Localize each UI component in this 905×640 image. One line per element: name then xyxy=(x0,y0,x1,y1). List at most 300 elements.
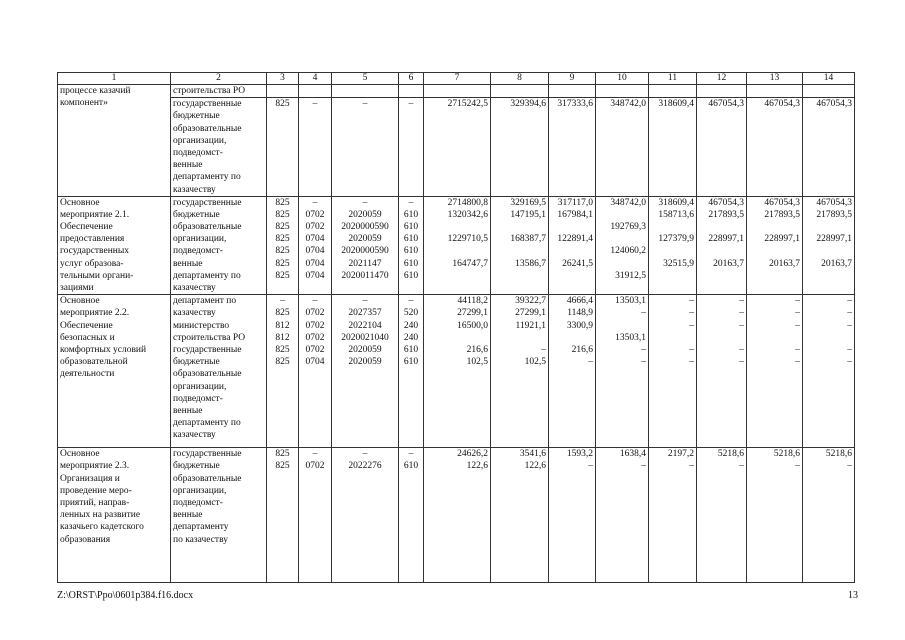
value-column-c14-line: 20163,7 xyxy=(821,258,852,269)
value-column-c10 xyxy=(596,448,649,583)
value-column-c8-line: 11921,1 xyxy=(515,320,546,331)
value-column-c7-line: 216,6 xyxy=(466,344,488,355)
executor-name-line: организации, xyxy=(173,381,227,392)
measure-name xyxy=(58,448,171,583)
executor-name-line: государственные xyxy=(173,344,242,355)
column-number-10: 10 xyxy=(596,73,649,85)
value-column-c11 xyxy=(649,448,697,583)
column-number-7: 7 xyxy=(424,73,491,85)
value-column-c11-line xyxy=(651,332,694,344)
value-column-c7-line: 27299,1 xyxy=(457,308,488,319)
value-column-c8-line xyxy=(493,221,546,233)
value-column-c8-line: – xyxy=(541,344,546,355)
measure-name-line: Обеспечение xyxy=(60,222,113,233)
empty-cell xyxy=(424,85,491,98)
value-column-c14 xyxy=(803,295,855,448)
empty-cell xyxy=(332,85,399,98)
value-column-c13-line: 217893,5 xyxy=(764,209,800,220)
value-column-c10 xyxy=(596,295,649,448)
code-column-c5-line: 2020000590 xyxy=(341,222,389,233)
value-cell: 467054,3 xyxy=(747,98,803,197)
code-column-c6-line: 610 xyxy=(403,234,419,245)
value-column-c9-line xyxy=(551,221,593,233)
value-column-c10-line xyxy=(598,233,646,245)
executor-name-line: венные xyxy=(173,405,203,416)
executor-name-line: казачеству xyxy=(173,430,216,441)
code-column-c3-line: 812 xyxy=(275,320,290,331)
executor-name-line: бюджетные xyxy=(173,461,220,472)
header-row xyxy=(58,73,855,85)
value-column-c10-line xyxy=(598,209,646,221)
executor-name-line: подведомст- xyxy=(173,246,223,257)
executor-name-line: департаменту xyxy=(173,522,229,533)
value-column-c11 xyxy=(649,196,697,295)
measure-name-line: комфортных условий xyxy=(60,344,147,355)
value-column-c7-line: 164747,7 xyxy=(452,258,488,269)
code-column-c3-line: 825 xyxy=(275,258,290,269)
value-column-c11-line xyxy=(651,245,694,257)
value-column-c13 xyxy=(747,196,803,295)
measure-name-line: образовательной xyxy=(60,357,128,368)
value-column-c13 xyxy=(747,295,803,448)
value-column-c12-line: – xyxy=(739,344,744,355)
value-cell: 467054,3 xyxy=(697,98,747,197)
code-column-c6-line: 610 xyxy=(403,270,419,281)
executor-name-line: государственные xyxy=(173,449,242,460)
column-number-1: 1 xyxy=(58,73,171,85)
value-column-c13-line: – xyxy=(795,344,800,355)
value-column-c14 xyxy=(803,196,855,295)
measure-name-line: государственных xyxy=(60,246,130,257)
measure-name-line: проведение меро- xyxy=(60,485,132,496)
value-column-c11-line: 158713,6 xyxy=(658,209,694,220)
measure-name-line: зациями xyxy=(60,283,94,293)
executor-name-line: департаменту по xyxy=(173,418,241,429)
value-column-c9-line: 1593,2 xyxy=(566,449,593,460)
executor-name xyxy=(171,448,267,583)
value-column-c10-line: 124060,2 xyxy=(610,246,646,257)
column-number-8: 8 xyxy=(491,73,549,85)
value-column-c11-line: – xyxy=(689,344,694,355)
measure-name xyxy=(58,85,171,197)
code-column-c3-line: 825 xyxy=(275,344,290,355)
code-column-c4-line: 0704 xyxy=(305,357,325,368)
executor-name-line: бюджетные xyxy=(173,209,220,220)
code-column-c6-line: 610 xyxy=(403,258,419,269)
value-column-c11-line: 2197,2 xyxy=(667,449,694,460)
measure-name-line: деятельности xyxy=(60,369,115,380)
executor-name-line: казачеству xyxy=(173,283,216,293)
measure-name-line: Основное xyxy=(60,449,100,460)
value-column-c12-line: 5218,6 xyxy=(717,449,744,460)
value-column-c14-line xyxy=(805,221,852,233)
code-column-c5-line: 2020059 xyxy=(348,234,382,245)
executor-name-line: бюджетные xyxy=(173,111,220,122)
value-column-c10 xyxy=(596,196,649,295)
value-column-c10-line: – xyxy=(641,308,646,319)
executor-name-line: организации, xyxy=(173,234,227,245)
value-column-c11-line: 32515,9 xyxy=(663,258,694,269)
executor-name-line: казачеству xyxy=(173,184,216,195)
value-column-c14-line: 5218,6 xyxy=(825,449,852,460)
code-column-c5 xyxy=(332,196,399,295)
value-column-c9-line: 122891,4 xyxy=(557,234,593,245)
value-column-c10-line: 1638,4 xyxy=(619,449,646,460)
table-row xyxy=(58,85,855,98)
measure-name-line: Организация и xyxy=(60,473,120,484)
code-column-c3-line: – xyxy=(280,296,285,307)
column-number-6: 6 xyxy=(399,73,424,85)
code-column-c6 xyxy=(399,295,424,448)
empty-cell xyxy=(747,85,803,98)
code-column-c6-line: – xyxy=(408,296,414,307)
code-column-c3-line: 825 xyxy=(275,449,290,460)
value-column-c12-line: – xyxy=(739,461,744,472)
code-column-c3-line: 825 xyxy=(275,222,290,233)
value-cell: 2715242,5 xyxy=(424,98,491,197)
value-column-c8 xyxy=(491,448,549,583)
value-column-c9-line: 26241,5 xyxy=(562,258,593,269)
empty-cell xyxy=(267,85,299,98)
executor-name-line: венные xyxy=(173,160,203,171)
empty-cell xyxy=(549,85,596,98)
value-column-c13-line: – xyxy=(795,296,800,307)
value-column-c11-line: – xyxy=(689,320,694,331)
value-column-c8-line: 102,5 xyxy=(524,357,546,368)
measure-name-line: компонент» xyxy=(60,98,108,109)
value-column-c14-line xyxy=(805,270,852,282)
code-column-c3-line: 825 xyxy=(275,308,290,319)
value-column-c11-line: – xyxy=(689,308,694,319)
measure-name-line: ленных на развитие xyxy=(60,510,141,521)
value-column-c9-line: 4666,4 xyxy=(566,296,593,307)
value-column-c10-line: 13503,1 xyxy=(615,296,646,307)
value-column-c7 xyxy=(424,448,491,583)
value-column-c9 xyxy=(549,295,596,448)
code-column-c6 xyxy=(399,196,424,295)
code-column-c3-line: 825 xyxy=(275,270,290,281)
value-column-c10-line: – xyxy=(641,344,646,355)
value-column-c11-line: 318609,4 xyxy=(658,197,694,208)
value-column-c13-line: – xyxy=(795,320,800,331)
code-column-c4 xyxy=(299,448,332,583)
measure-name-line: безопасных и xyxy=(60,332,115,343)
value-column-c7-line: 24626,2 xyxy=(457,449,488,460)
value-column-c8 xyxy=(491,295,549,448)
value-column-c14-line: – xyxy=(847,461,852,472)
measure-name-line: тельными органи- xyxy=(60,270,134,281)
value-column-c12 xyxy=(697,196,747,295)
value-column-c9-line xyxy=(551,245,593,257)
code-column-c6-line: 240 xyxy=(403,320,419,331)
value-column-c13-line: – xyxy=(795,308,800,319)
measure-name-line: приятий, направ- xyxy=(60,497,130,508)
value-column-c12-line: – xyxy=(739,296,744,307)
value-column-c12-line xyxy=(699,221,744,233)
executor-name-line: строительства РО xyxy=(173,86,246,96)
value-cell: 318609,4 xyxy=(649,98,697,197)
value-column-c13-line xyxy=(749,221,800,233)
code-column-c4-line: 0702 xyxy=(305,320,325,331)
value-column-c9-line: 1148,9 xyxy=(567,308,593,319)
executor-name-line: венные xyxy=(173,510,203,521)
code-column-c6 xyxy=(399,448,424,583)
code-column-c4-line: 0702 xyxy=(305,222,325,233)
value-column-c12-line: 20163,7 xyxy=(713,258,744,269)
value-column-c14-line: – xyxy=(847,357,852,368)
value-column-c10-line: – xyxy=(641,357,646,368)
code-column-c6-line: – xyxy=(408,449,414,460)
code-column-c5 xyxy=(332,295,399,448)
value-column-c14-line: – xyxy=(847,344,852,355)
code-column-c4-line: – xyxy=(312,197,318,208)
value-column-c13-line: – xyxy=(795,357,800,368)
executor-name xyxy=(171,85,267,98)
code-column-c4-line: 0704 xyxy=(305,234,325,245)
executor-name-line: бюджетные xyxy=(173,357,220,368)
value-column-c14-line: 217893,5 xyxy=(816,209,852,220)
empty-cell xyxy=(399,85,424,98)
value-cell: – xyxy=(399,98,424,197)
value-column-c10-line xyxy=(598,320,646,332)
table-row-2-3 xyxy=(58,448,855,583)
value-column-c9-line: – xyxy=(588,357,593,368)
value-cell: 317333,6 xyxy=(549,98,596,197)
measure-name-line: казачьего кадетского xyxy=(60,522,144,533)
code-column-c6-line: 610 xyxy=(403,246,419,257)
column-number-3: 3 xyxy=(267,73,299,85)
measure-name-line: образования xyxy=(60,534,111,545)
value-column-c8-line: 13586,7 xyxy=(515,258,546,269)
value-column-c7-line: 1229710,5 xyxy=(447,234,488,245)
table-row-2-1 xyxy=(58,196,855,295)
code-column-c5-line: 2020021040 xyxy=(341,332,389,343)
value-column-c8-line: 168387,7 xyxy=(510,234,546,245)
measure-name-line: Основное xyxy=(60,197,100,208)
value-column-c7-line xyxy=(426,332,488,344)
value-column-c10-line: 31912,5 xyxy=(615,270,646,281)
column-number-2: 2 xyxy=(171,73,267,85)
value-column-c9 xyxy=(549,448,596,583)
code-column-c5-line: 2020059 xyxy=(348,209,382,220)
code-column-c4-line: – xyxy=(312,296,318,307)
value-column-c13-line: 467054,3 xyxy=(764,197,800,208)
executor-name-line: государственные xyxy=(173,197,242,208)
value-column-c14-line: 228997,1 xyxy=(816,234,852,245)
value-column-c11-line: – xyxy=(689,357,694,368)
column-number-11: 11 xyxy=(649,73,697,85)
value-column-c8-line xyxy=(493,245,546,257)
value-column-c14-line: – xyxy=(847,308,852,319)
code-column-c4 xyxy=(299,196,332,295)
value-column-c14-line: 467054,3 xyxy=(816,197,852,208)
measure-name-line: Обеспечение xyxy=(60,320,113,331)
value-column-c12-line: – xyxy=(739,320,744,331)
value-column-c10-line: 192769,3 xyxy=(610,222,646,233)
value-column-c7-line: 16500,0 xyxy=(457,320,488,331)
value-column-c7-line: 122,6 xyxy=(466,461,488,472)
code-column-c5-line: 2021147 xyxy=(348,258,382,269)
value-column-c9-line: 167984,1 xyxy=(557,209,593,220)
empty-cell xyxy=(596,85,649,98)
value-column-c13 xyxy=(747,448,803,583)
executor-name-line: по казачеству xyxy=(173,534,228,545)
budget-table xyxy=(57,72,855,583)
value-column-c8-line: 329169,5 xyxy=(510,197,546,208)
measure-name-line: мероприятие 2.3. xyxy=(60,461,130,472)
code-column-c4-line: 0702 xyxy=(305,344,325,355)
value-column-c7-line: 2714800,8 xyxy=(447,197,488,208)
executor-name-line: венные xyxy=(173,258,203,269)
value-column-c13-line: – xyxy=(795,461,800,472)
code-column-c6-line: 520 xyxy=(403,308,419,319)
value-column-c7 xyxy=(424,295,491,448)
value-column-c12-line: – xyxy=(739,308,744,319)
code-column-c4 xyxy=(299,295,332,448)
value-column-c10-line xyxy=(598,258,646,270)
code-column-c3-line: 825 xyxy=(275,234,290,245)
value-cell: 329394,6 xyxy=(491,98,549,197)
code-column-c5-line: – xyxy=(362,197,368,208)
code-column-c3-line: 825 xyxy=(275,357,290,368)
measure-name xyxy=(58,295,171,448)
table-row xyxy=(58,98,855,197)
value-column-c7-line: 1320342,6 xyxy=(447,209,488,220)
code-column-c4-line: 0702 xyxy=(305,461,325,472)
code-column-c5-line: 2020000590 xyxy=(341,246,389,257)
value-column-c9-line: 216,6 xyxy=(571,344,593,355)
value-column-c11-line: 127379,9 xyxy=(658,234,694,245)
code-column-c5-line: – xyxy=(362,296,368,307)
value-column-c7-line xyxy=(426,245,488,257)
value-column-c12-line: 228997,1 xyxy=(708,234,744,245)
value-column-c9-line xyxy=(551,332,593,344)
value-column-c13-line: 5218,6 xyxy=(773,449,800,460)
column-number-13: 13 xyxy=(747,73,803,85)
code-column-c6-line: – xyxy=(408,197,414,208)
code-column-c3 xyxy=(267,448,299,583)
page-number: 13 xyxy=(848,590,858,601)
code-column-c3-line: 825 xyxy=(275,209,290,220)
executor-name-line: образовательные xyxy=(173,369,242,380)
code-column-c4-line: 0704 xyxy=(305,270,325,281)
value-column-c12-line xyxy=(699,332,744,344)
code-column-c3 xyxy=(267,295,299,448)
empty-cell xyxy=(649,85,697,98)
measure-name-line: Основное xyxy=(60,296,100,307)
value-column-c12 xyxy=(697,295,747,448)
value-column-c8-line: 27299,1 xyxy=(515,308,546,319)
value-column-c7-line xyxy=(426,270,488,282)
code-column-c3 xyxy=(267,196,299,295)
code-column-c5-line: 2022276 xyxy=(348,461,382,472)
code-column-c5-line: 2022104 xyxy=(348,320,382,331)
code-column-c3-line: 825 xyxy=(275,197,290,208)
code-column-c5-line: 2027357 xyxy=(348,308,382,319)
value-cell: 467054,3 xyxy=(803,98,855,197)
value-column-c12-line: 217893,5 xyxy=(708,209,744,220)
value-column-c11-line xyxy=(651,221,694,233)
value-column-c8-line: 3541,6 xyxy=(519,449,546,460)
code-column-c6-line: 240 xyxy=(403,332,419,343)
code-column-c4-line: – xyxy=(312,449,318,460)
value-cell: – xyxy=(332,98,399,197)
code-column-c3-line: 825 xyxy=(275,246,290,257)
value-column-c14-line: – xyxy=(847,296,852,307)
value-column-c13-line: 20163,7 xyxy=(769,258,800,269)
value-column-c11-line: – xyxy=(689,461,694,472)
code-column-c4-line: 0702 xyxy=(305,209,325,220)
value-column-c7-line: 102,5 xyxy=(466,357,488,368)
measure-name-line: услуг образова- xyxy=(60,258,124,269)
executor-name xyxy=(171,295,267,448)
executor-name-line: департамент по xyxy=(173,296,237,307)
empty-cell xyxy=(299,85,332,98)
code-column-c5-line: – xyxy=(362,449,368,460)
code-column-c6-line: 610 xyxy=(403,461,419,472)
column-number-4: 4 xyxy=(299,73,332,85)
executor-name-line: организации, xyxy=(173,135,227,146)
measure-name-line: мероприятие 2.1. xyxy=(60,209,130,220)
value-column-c13-line xyxy=(749,245,800,257)
code-column-c6-line: 610 xyxy=(403,357,419,368)
executor-name-line: казачеству xyxy=(173,308,216,319)
value-column-c12 xyxy=(697,448,747,583)
executor-name-line: образовательные xyxy=(173,222,242,233)
value-column-c7-line: 44118,2 xyxy=(457,296,488,307)
empty-cell xyxy=(491,85,549,98)
measure-name-line: мероприятие 2.2. xyxy=(60,308,130,319)
value-column-c11-line xyxy=(651,270,694,282)
value-column-c9-line: 317117,0 xyxy=(557,197,593,208)
code-column-c6-line: 610 xyxy=(403,222,419,233)
code-column-c3-line: 825 xyxy=(275,461,290,472)
code-column-c3-line: 812 xyxy=(275,332,290,343)
value-column-c14-line: – xyxy=(847,320,852,331)
executor-name-line: департаменту по xyxy=(173,270,241,281)
value-column-c13-line: 228997,1 xyxy=(764,234,800,245)
value-cell: 825 xyxy=(267,98,299,197)
executor-name-line: организации, xyxy=(173,485,227,496)
column-number-5: 5 xyxy=(332,73,399,85)
value-column-c8-line xyxy=(493,332,546,344)
value-column-c9-line: – xyxy=(588,461,593,472)
executor-name-line: подведомст- xyxy=(173,147,223,158)
executor-name-line: строительства РО xyxy=(173,332,246,343)
value-column-c7 xyxy=(424,196,491,295)
value-column-c14-line xyxy=(805,332,852,344)
code-column-c6-line: 610 xyxy=(403,209,419,220)
file-path: Z:\ORST\Ppo\0601p384.f16.docx xyxy=(57,590,194,601)
code-column-c4-line: 0704 xyxy=(305,246,325,257)
value-column-c12-line xyxy=(699,245,744,257)
measure-name-line: процессе казачий xyxy=(60,86,131,96)
value-column-c10-line: – xyxy=(641,461,646,472)
value-column-c8-line: 122,6 xyxy=(524,461,546,472)
executor-name-line: государственные xyxy=(173,99,242,110)
column-number-9: 9 xyxy=(549,73,596,85)
empty-cell xyxy=(803,85,855,98)
value-column-c8 xyxy=(491,196,549,295)
code-column-c5 xyxy=(332,448,399,583)
value-column-c8-line: 39322,7 xyxy=(515,296,546,307)
code-column-c4-line: 0704 xyxy=(305,258,325,269)
table-row-2-2 xyxy=(58,295,855,448)
value-column-c14-line xyxy=(805,245,852,257)
value-column-c9-line: 3300,9 xyxy=(566,320,593,331)
value-column-c10-line: 13503,1 xyxy=(615,332,646,343)
value-cell: – xyxy=(299,98,332,197)
